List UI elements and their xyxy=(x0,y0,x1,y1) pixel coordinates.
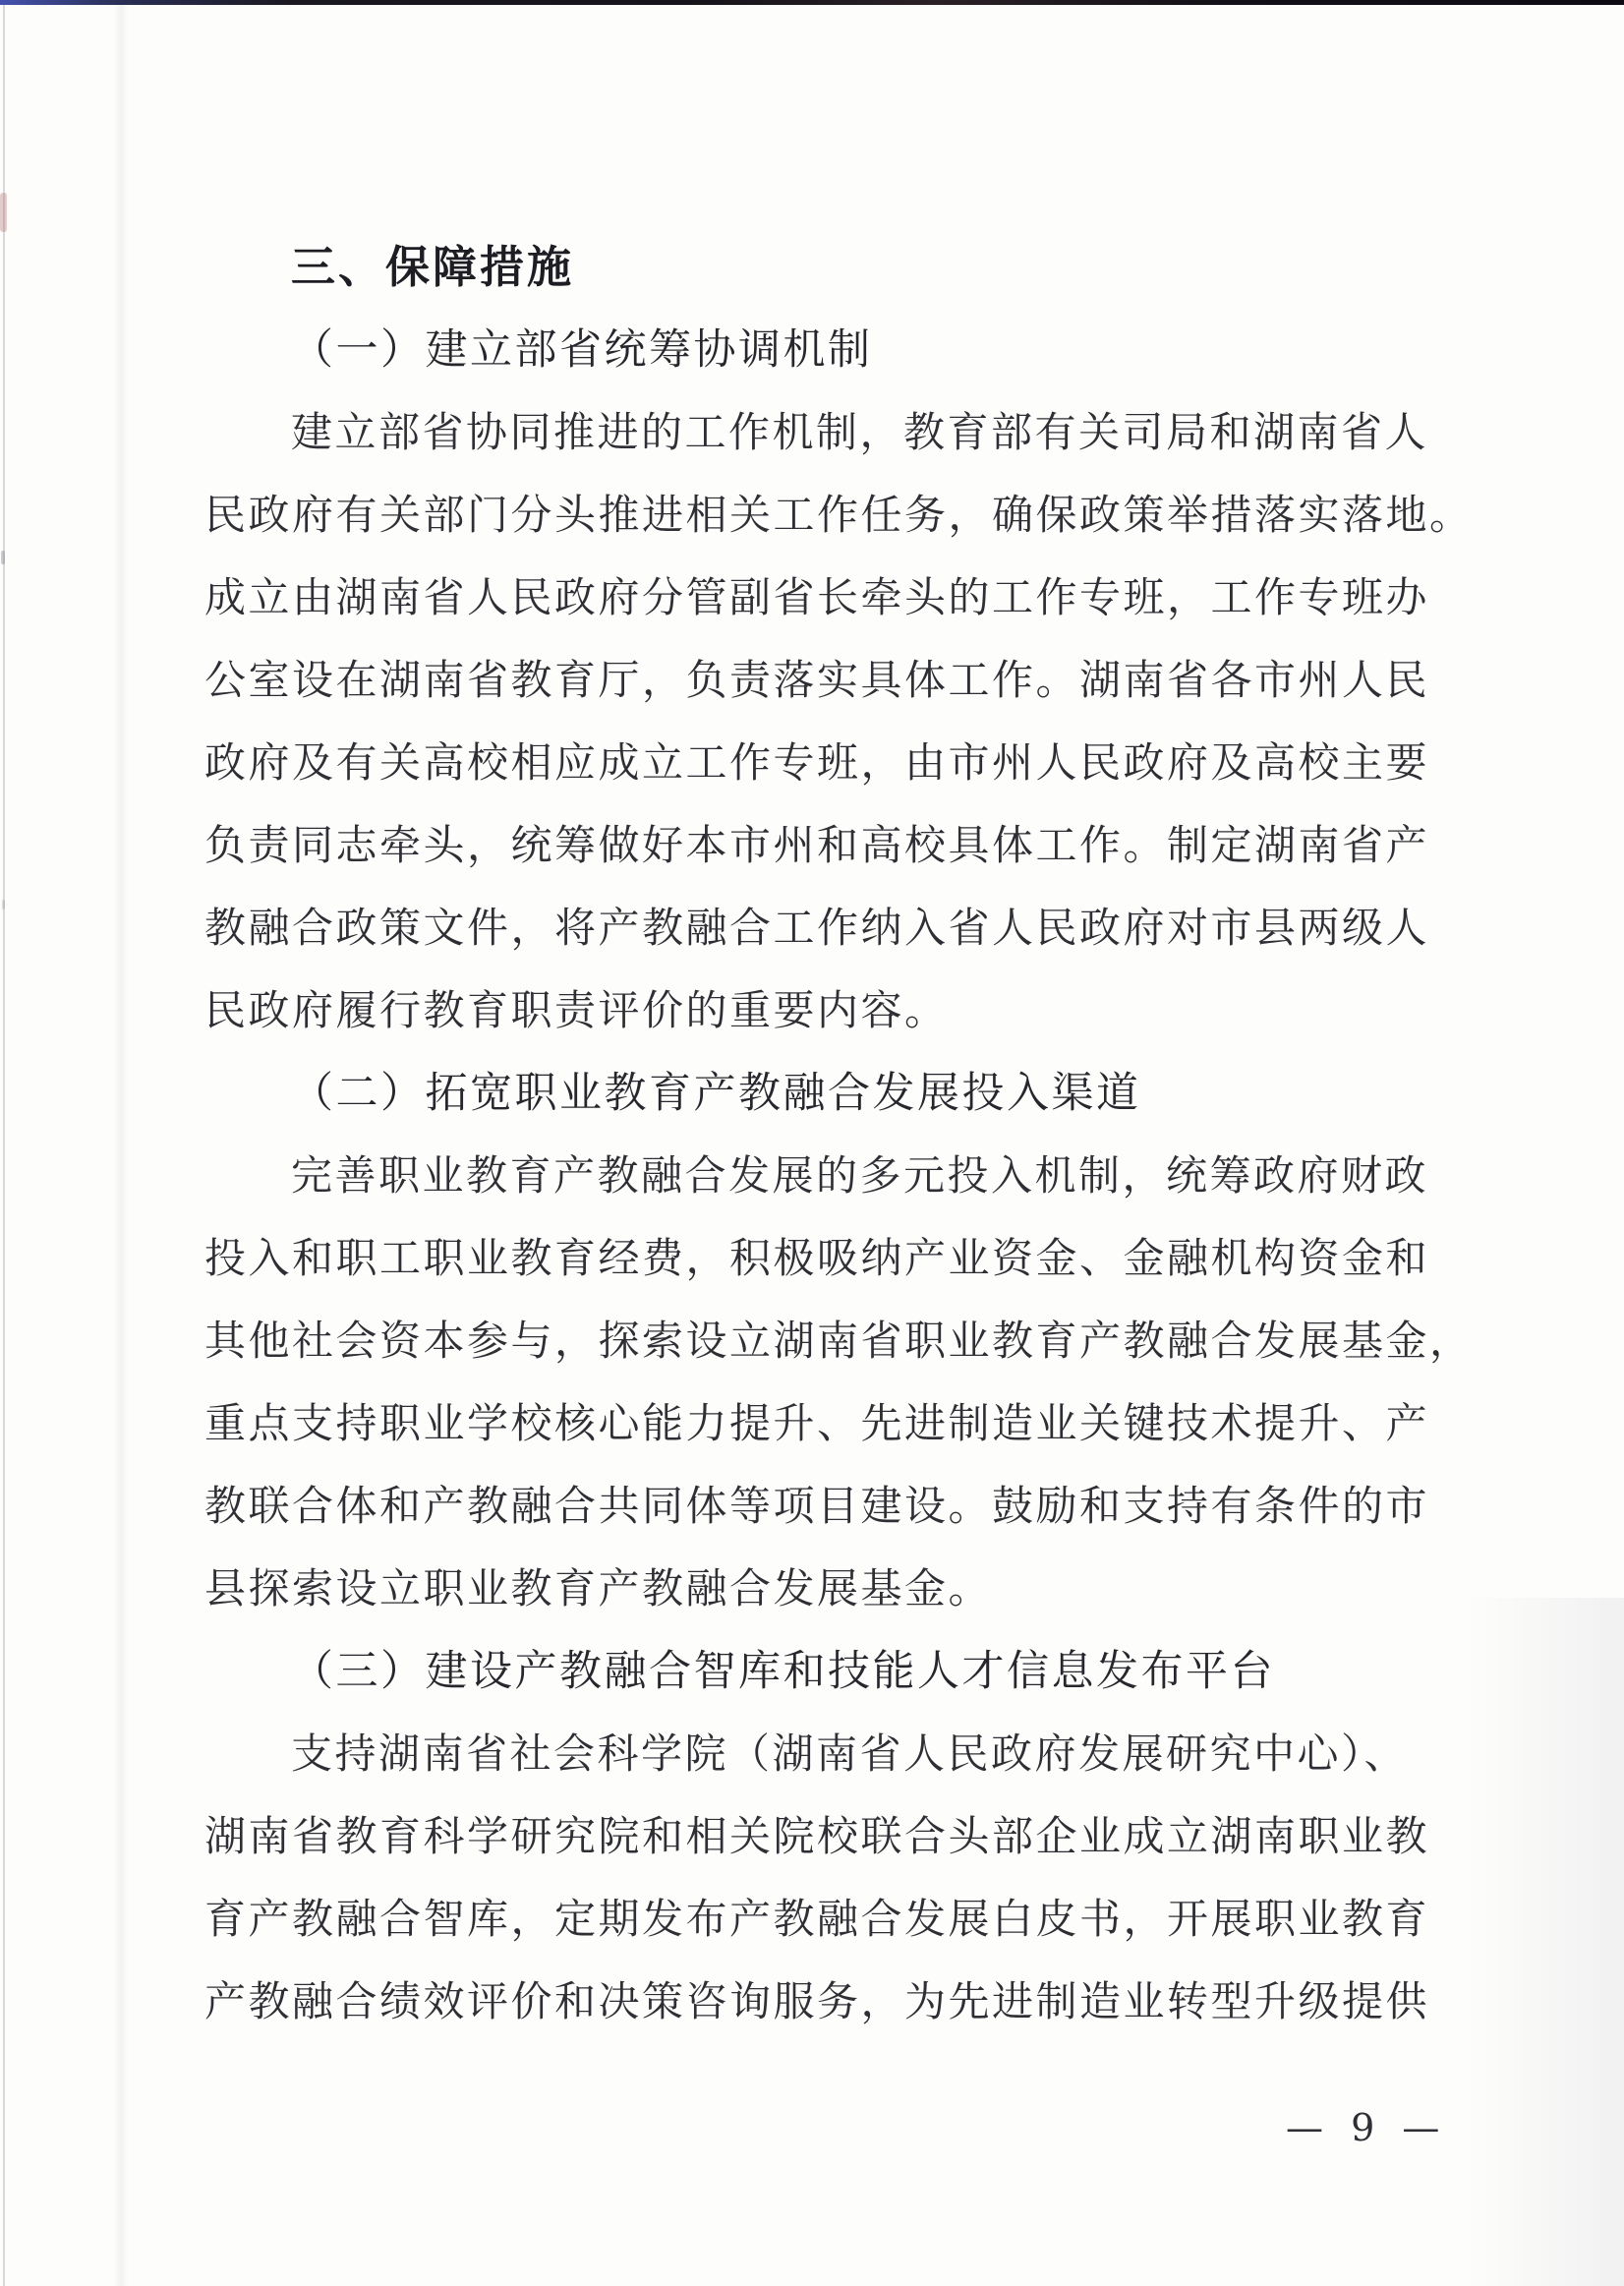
scan-speck xyxy=(1,551,5,564)
scan-left-edge-line xyxy=(3,5,5,2286)
body-line: 完善职业教育产教融合发展的多元投入机制，统筹政府财政 xyxy=(291,1151,1429,1200)
body-line: 产教融合绩效评价和决策咨询服务，为先进制造业转型升级提供 xyxy=(204,1977,1430,2025)
body-line: 建立部省协同推进的工作机制，教育部有关司局和湖南省人 xyxy=(291,408,1429,456)
body-line: 民政府履行教育职责评价的重要内容。 xyxy=(204,986,949,1034)
body-line: 负责同志牵头，统筹做好本市州和高校具体工作。制定湖南省产 xyxy=(204,821,1430,869)
body-line: 教联合体和产教融合共同体等项目建设。鼓励和支持有条件的市 xyxy=(204,1482,1430,1530)
scan-edge-smudge xyxy=(0,193,7,232)
body-line: 投入和职工职业教育经费，积极吸纳产业资金、金融机构资金和 xyxy=(204,1234,1430,1282)
scan-top-edge-line xyxy=(0,0,1624,5)
scan-crease xyxy=(114,5,128,2286)
subsection-heading-1: （一）建立部省统筹协调机制 xyxy=(291,325,873,375)
scan-speck xyxy=(2,900,5,909)
body-line: 重点支持职业学校核心能力提升、先进制造业关键技术提升、产 xyxy=(204,1399,1430,1447)
body-line: 公室设在湖南省教育厅，负责落实具体工作。湖南省各市州人民 xyxy=(204,656,1430,704)
body-line: 成立由湖南省人民政府分管副省长牵头的工作专班，工作专班办 xyxy=(204,573,1430,621)
section-title: 三、保障措施 xyxy=(291,241,575,293)
page-number: — 9 — xyxy=(1286,2106,1448,2149)
body-line: 政府及有关高校相应成立工作专班，由市州人民政府及高校主要 xyxy=(204,738,1430,787)
body-line: 教融合政策文件，将产教融合工作纳入省人民政府对市县两级人 xyxy=(204,904,1430,952)
scan-corner-shade xyxy=(1467,1598,1624,2286)
body-line: 湖南省教育科学研究院和相关院校联合头部企业成立湖南职业教 xyxy=(204,1812,1430,1860)
body-line: 支持湖南省社会科学院（湖南省人民政府发展研究中心）、 xyxy=(291,1729,1409,1778)
body-line: 其他社会资本参与，探索设立湖南省职业教育产教融合发展基金， xyxy=(204,1317,1474,1365)
subsection-heading-3: （三）建设产教融合智库和技能人才信息发布平台 xyxy=(291,1647,1275,1696)
body-line: 县探索设立职业教育产教融合发展基金。 xyxy=(204,1564,993,1612)
body-line: 民政府有关部门分头推进相关工作任务，确保政策举措落实落地。 xyxy=(204,491,1474,539)
document-body xyxy=(204,226,1474,2043)
subsection-heading-2: （二）拓宽职业教育产教融合发展投入渠道 xyxy=(291,1069,1141,1118)
body-line: 育产教融合智库，定期发布产教融合发展白皮书，开展职业教育 xyxy=(204,1895,1430,1943)
